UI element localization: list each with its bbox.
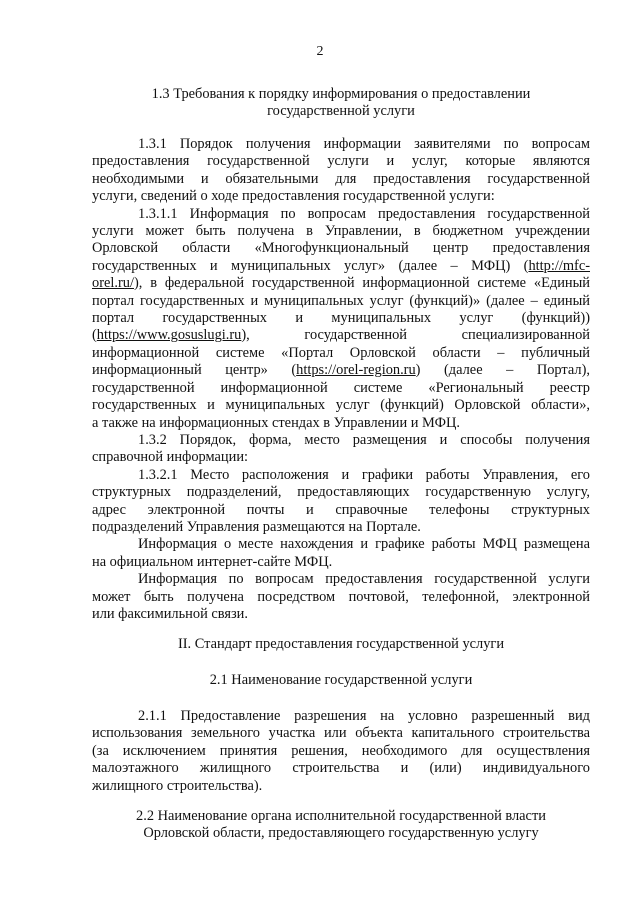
body-line: 1.3.2 Порядок, форма, место размещения и способы получения: [138, 431, 590, 448]
body-line-with-link: государственных и муниципальных услуг» (далее – МФЦ) (http://mfc-: [92, 257, 590, 274]
heading-line: государственной услуги: [267, 103, 415, 120]
body-line: жилищного строительства).: [92, 777, 263, 794]
gosuslugi-link[interactable]: https://www.gosuslugi.ru: [96, 327, 242, 344]
heading-line: 2.2 Наименование органа исполнительной государственной власти: [136, 808, 546, 824]
body-line-with-link: информационный центр» (https://orel-region.ru) (далее – Портал),: [92, 362, 590, 379]
body-line: необходимыми и обязательными для предоставления государственной: [92, 170, 590, 187]
body-line: может быть получена посредством почтовой, телефонной, электронной: [92, 588, 590, 605]
body-line: справочной информации:: [92, 449, 249, 466]
body-line: структурных подразделений, предоставляющих государственную услугу,: [92, 484, 590, 501]
section-2-1-body: [92, 708, 590, 795]
body-line: предоставления государственной услуги и услуг, которые являются: [92, 153, 590, 170]
body-line: информационной системе «Портал Орловской области – публичный: [92, 344, 590, 361]
body-line: Информация по вопросам предоставления государственной услуги: [138, 571, 590, 588]
body-line: портал государственных и муниципальных услуг (функций)): [92, 310, 590, 327]
body-line: на официальном интернет-сайте МФЦ.: [92, 553, 333, 570]
body-line: адрес электронной почты и справочные телефоны структурных: [92, 501, 590, 518]
body-line: услуги, сведений о ходе предоставления государственной услуги:: [92, 188, 495, 205]
body-line: или факсимильной связи.: [92, 605, 248, 622]
body-line: 2.1.1 Предоставление разрешения на условно разрешенный вид: [138, 708, 590, 724]
section-1-3-heading: [92, 86, 590, 121]
body-line: портал государственных и муниципальных услуг (функций)» (далее – единый: [92, 292, 590, 309]
body-line: 1.3.2.1 Место расположения и графики работы Управления, его: [138, 466, 590, 483]
body-line: малоэтажного жилищного строительства и (или) индивидуального: [92, 760, 590, 777]
orel-region-link[interactable]: https://orel-region.ru: [296, 362, 416, 379]
body-line: использования земельного участка или объекта капитального строительства: [92, 725, 590, 742]
body-line: а также на информационных стендах в Управлении и МФЦ.: [92, 414, 461, 431]
body-line: Информация о месте нахождения и графике работы МФЦ размещена: [138, 536, 590, 553]
body-line: подразделений Управления размещаются на Портале.: [92, 518, 421, 535]
mfc-link[interactable]: http://mfc-: [528, 257, 590, 274]
body-line: государственной информационной системе «Региональный реестр: [92, 379, 590, 396]
heading-line: 1.3 Требования к порядку информирования о предоставлении: [151, 86, 531, 102]
body-line: (за исключением принятия решения, необходимого для осуществления: [92, 742, 590, 759]
body-line: услуги может быть получена в Управлении, в бюджетном учреждении: [92, 223, 590, 240]
body-line-with-link: (https://www.gosuslugi.ru), государственной специализированной: [92, 327, 590, 344]
page-number: 2: [316, 44, 324, 59]
body-line: государственных и муниципальных услуг (функций) Орловской области»,: [92, 397, 590, 414]
heading-line: Орловской области, предоставляющего государственную услугу: [143, 825, 539, 842]
section-2-1-heading: 2.1 Наименование государственной услуги: [209, 672, 473, 688]
section-1-3-body: [92, 136, 590, 623]
mfc-link-continued[interactable]: orel.ru/: [92, 275, 134, 292]
section-2-2-heading: [92, 808, 590, 843]
body-line-with-link: orel.ru/), в федеральной государственной информационной системе «Единый: [92, 275, 590, 292]
body-line: 1.3.1 Порядок получения информации заявителями по вопросам: [138, 136, 590, 152]
body-line: Орловской области «Многофункциональный центр предоставления: [92, 240, 590, 257]
section-2-heading: II. Стандарт предоставления государственной услуги: [177, 636, 505, 652]
body-line: 1.3.1.1 Информация по вопросам предоставления государственной: [138, 205, 590, 222]
